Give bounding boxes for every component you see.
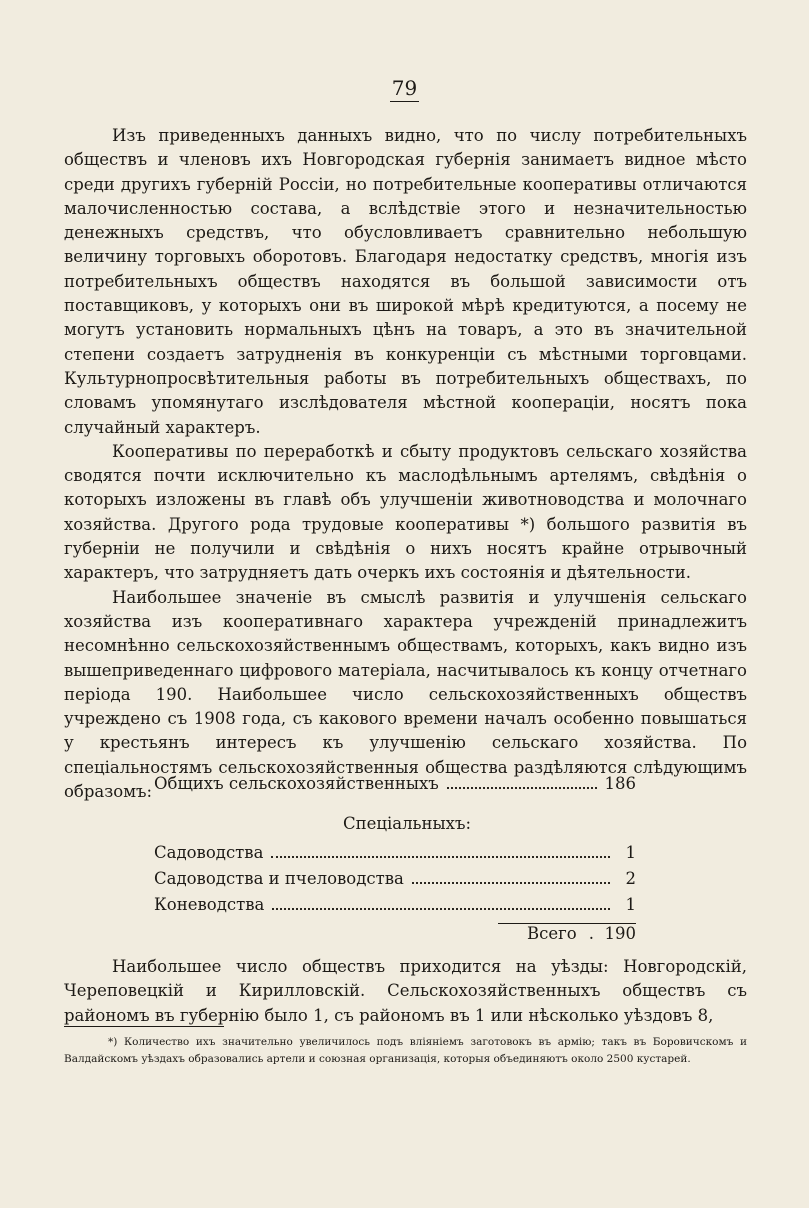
dot-leader (412, 882, 610, 884)
body-text (64, 124, 747, 804)
closing-text (64, 955, 747, 1028)
page-number-text: 79 (391, 76, 418, 100)
dot-leader (447, 787, 597, 789)
stat-value: 186 (604, 774, 636, 793)
statistics-table (154, 774, 636, 948)
stat-label: Коневодства (154, 895, 265, 914)
dot-leader (272, 908, 610, 910)
footnote-rule (64, 1026, 224, 1027)
special-heading: Спеціальныхъ: (342, 814, 472, 833)
stat-row-gardening (154, 843, 636, 869)
stat-value: 1 (625, 843, 636, 862)
stat-row-general (154, 774, 636, 800)
stat-label: Садоводства (154, 843, 264, 862)
closing-paragraph: Наибольшее число обществъ приходится на уѣзды: Новгородскій, Череповецкій и Кирилловскій. Сельскохозяйственныхъ обществъ съ райономъ въ губернію было 1, съ райономъ въ 1 или нѣсколько уѣздовъ 8, (64, 957, 747, 1025)
stat-row-horse-breeding (154, 895, 636, 921)
page-number (0, 76, 809, 102)
stat-label: Садоводства и пчеловодства (154, 869, 404, 888)
paragraph-3: Наибольшее значеніе въ смыслѣ развитія и улучшенія сельскаго хозяйства изъ кооперативнаго характера учрежденій принадлежитъ несомнѣнно сельскохозяйственнымъ обществамъ, которыхъ, какъ видно изъ вышеприведеннаго цифрового матеріала, насчитывалось къ концу отчетнаго періода 190. Наибольшее число сельскохозяйственныхъ обществъ учреждено съ 1908 года, съ какового времени началъ особенно повышаться у крестьянъ интересъ къ улучшенію сельскаго хозяйства. По спеціальностямъ сельскохозяйственныя общества раздѣляются слѣдующимъ образомъ: (64, 587, 747, 802)
total-value: 190 (604, 924, 636, 943)
paragraph-2: Кооперативы по переработкѣ и сбыту продуктовъ сельскаго хозяйства сводятся почти исключительно къ маслодѣльнымъ артелямъ, свѣдѣнія о которыхъ изложены въ главѣ объ улучшеніи животноводства и молочнаго хозяйства. Другого рода трудовые кооперативы *) большого развитія въ губерніи не получили и свѣдѣнія о нихъ носятъ крайне отрывочный характеръ, что затрудняетъ дать очеркъ ихъ состоянія и дѣятельности. (64, 441, 747, 583)
stat-row-total (154, 924, 636, 948)
stat-label: Общихъ сельскохозяйственныхъ (154, 774, 439, 793)
footnote (64, 1034, 747, 1068)
footnote-text: *) Количество ихъ значительно увеличилось подъ вліяніемъ заготовокъ въ армію; такъ въ Боровичскомъ и Валдайскомъ уѣздахъ образовались артели и союзная организація, которыя объединяютъ около 2500 кустарей. (64, 1036, 747, 1065)
dot-leader (271, 856, 610, 858)
stat-value: 1 (625, 895, 636, 914)
total-label: Всего (527, 924, 577, 943)
stat-value: 2 (625, 869, 636, 888)
total-dot: . (588, 924, 605, 943)
stat-row-gardening-beekeeping (154, 869, 636, 895)
paragraph-1: Изъ приведенныхъ данныхъ видно, что по числу потребительныхъ обществъ и членовъ ихъ Новгородская губернія занимаетъ видное мѣсто среди другихъ губерній Россіи, но потребительные кооперативы отличаются малочисленностью состава, а вслѣдствіе этого и незначительностью денежныхъ средствъ, что обусловливаетъ сравнительно небольшую величину торговыхъ оборотовъ. Благодаря недостатку средствъ, многія изъ потребительныхъ обществъ находятся въ большой зависимости отъ поставщиковъ, у которыхъ они въ широкой мѣрѣ кредитуются, а посему не могутъ установить нормальныхъ цѣнъ на товаръ, а это въ значительной степени создаетъ затрудненія въ конкуренціи съ мѣстными торговцами. Культурнопросвѣтительныя работы въ потребительныхъ обществахъ, по словамъ упомянутаго изслѣдователя мѣстной коопераціи, носятъ пока случайный характеръ. (64, 126, 747, 437)
